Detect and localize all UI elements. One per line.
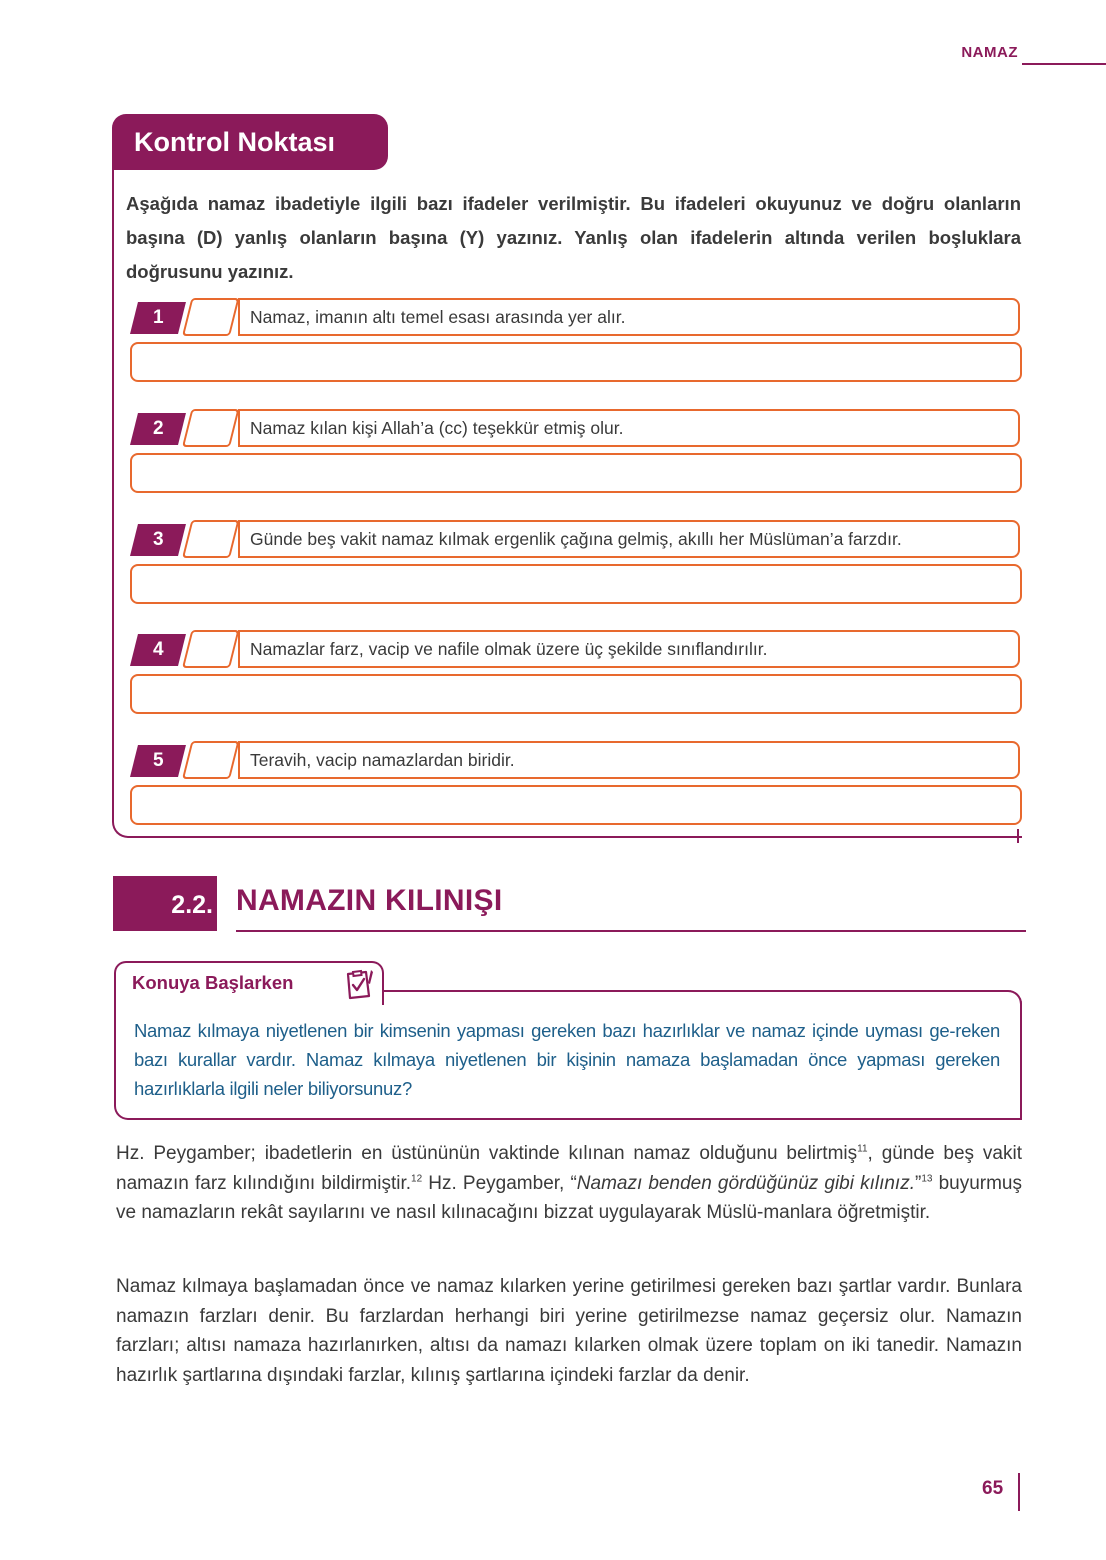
question-row	[130, 520, 1022, 564]
konuya-baslarken-text: Namaz kılmaya niyetlenen bir kimsenin yapması gereken bazı hazırlıklar ve namaz içinde uyması ge-reken bazı kurallar vardır. Namaz kılmaya niyetlenen bir kişinin namaza başlamadan önce yapması gereken hazırlıklarla ilgili neler biliyorsunuz?	[134, 1020, 1000, 1099]
question-text: Günde beş vakit namaz kılmak ergenlik çağına gelmiş, akıllı her Müslüman’a farzdır.	[238, 520, 1020, 558]
box-corner	[994, 990, 1022, 1018]
section-number: 2.2.	[113, 876, 217, 931]
question-text: Namazlar farz, vacip ve nafile olmak üzere üç şekilde sınıflandırılır.	[238, 630, 1020, 668]
correction-field[interactable]	[130, 564, 1022, 604]
question-text: Namaz, imanın altı temel esası arasında yer alır.	[238, 298, 1020, 336]
question-row	[130, 409, 1022, 453]
page-number: 65	[982, 1478, 1004, 1499]
footnote-ref[interactable]: 13	[921, 1173, 933, 1185]
page-number-bar	[1018, 1473, 1020, 1511]
correction-field[interactable]	[130, 785, 1022, 825]
clipboard-check-icon	[340, 966, 376, 1002]
body-paragraph-2: Namaz kılmaya başlamadan önce ve namaz kılarken yerine getirilmesi gereken bazı şartlar vardır. Bunlara namazın farzları denir. Bu farzlardan herhangi biri yerine getirilmezse namaz geçersiz olur. Namazın farzları; altısı namaza hazırlanırken, altısı da namazı kılarken olmak üzere toplam on iki tanedir. Namazın hazırlık şartlarına dışındaki farzlar, kılınış şartlarına içindeki farzlar da denir.	[116, 1276, 1022, 1386]
body-paragraph-1: Hz. Peygamber; ibadetlerin en üstününün vaktinde kılınan namaz olduğunu belirtmiş$^{11}$, günde beş vakit namazın farz kılındığını bildirmiştir.$^{12}$ Hz. Peygamber, “Namazı benden gördüğünüz gibi kılınız.”$^{13}$ buyurmuş ve namazların rekât sayılarını ve nasıl kılınacağını bizzat uygulayarak Müslü-manlara öğretmiştir.	[116, 1143, 1023, 1223]
question-number: 3	[130, 524, 186, 556]
hadith-quote: Namazı benden gördüğünüz gibi kılınız.	[576, 1172, 915, 1194]
box-end-tick	[1017, 829, 1019, 843]
running-header: NAMAZ	[961, 44, 1018, 61]
question-text: Teravih, vacip namazlardan biridir.	[238, 741, 1020, 779]
section-rule	[236, 930, 1026, 932]
question-row	[130, 298, 1022, 342]
question-text: Namaz kılan kişi Allah’a (cc) teşekkür etmiş olur.	[238, 409, 1020, 447]
question-number: 2	[130, 413, 186, 445]
header-rule	[1022, 63, 1106, 65]
correction-field[interactable]	[130, 453, 1022, 493]
box-top-rule	[382, 990, 1008, 992]
footnote-ref[interactable]: 11	[857, 1143, 868, 1155]
question-number: 5	[130, 745, 186, 777]
section-title: NAMAZIN KILINIŞI	[236, 884, 503, 917]
correction-field[interactable]	[130, 342, 1022, 382]
question-number: 4	[130, 634, 186, 666]
question-row	[130, 630, 1022, 674]
question-number: 1	[130, 302, 186, 334]
kontrol-instructions: Aşağıda namaz ibadetiyle ilgili bazı ifadeler verilmiştir. Bu ifadeleri okuyunuz ve doğru olanların başına (D) yanlış olanların başına (Y) yazınız. Yanlış olan ifadelerin altında verilen boşluklara doğrusunu yazınız.	[126, 193, 1021, 282]
correction-field[interactable]	[130, 674, 1022, 714]
question-row	[130, 741, 1022, 785]
konuya-baslarken-label: Konuya Başlarken	[132, 972, 294, 993]
footnote-ref[interactable]: 12	[411, 1173, 423, 1185]
kontrol-noktasi-title: Kontrol Noktası	[112, 114, 388, 170]
